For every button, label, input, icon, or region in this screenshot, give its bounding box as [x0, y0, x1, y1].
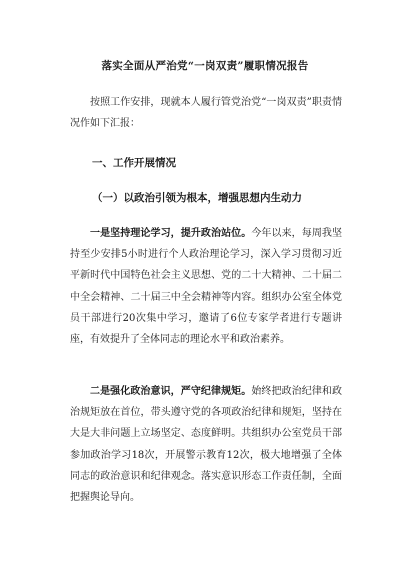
paragraph-body: 今年以来，每周我坚持至少安排5小时进行个人政治理论学习，深入学习贯彻习近平新时代中国特色社会主义思想、党的二十大精神、二十届二中全会精神、二十届三中全会精神等内容。组织办公室全体党员干部进行20次集中学习，邀请了6位专家学者进行专题讲座，有效提升了全体同志的理论水平和政治素养。 — [70, 228, 343, 346]
paragraph-political-awareness — [70, 381, 342, 508]
paragraph-lead: 二是强化政治意识，严守纪律规矩。 — [90, 386, 252, 397]
paragraph-theory-study — [70, 223, 342, 350]
paragraph-body: 始终把政治纪律和政治规矩放在首位，带头遵守党的各项政治纪律和规矩，坚持在大是大非问题上立场坚定、态度鲜明。共组织办公室党员干部参加政治学习18次，开展警示教育12次，极大地增强了全体同志的政治意识和纪律观念。落实意识形态工作责任制，全面把握舆论导向。 — [70, 386, 343, 504]
intro-paragraph: 按照工作安排，现就本人履行管党治党“一岗双责”职责情况作如下汇报： — [70, 97, 342, 130]
subsection-heading: （一）以政治引领为根本，增强思想内生动力 — [92, 192, 302, 204]
paragraph-lead: 一是坚持理论学习，提升政治站位。 — [90, 228, 252, 239]
document-title: 落实全面从严治党“一岗双责”履职情况报告 — [101, 60, 309, 72]
section-heading: 一、工作开展情况 — [92, 157, 176, 169]
